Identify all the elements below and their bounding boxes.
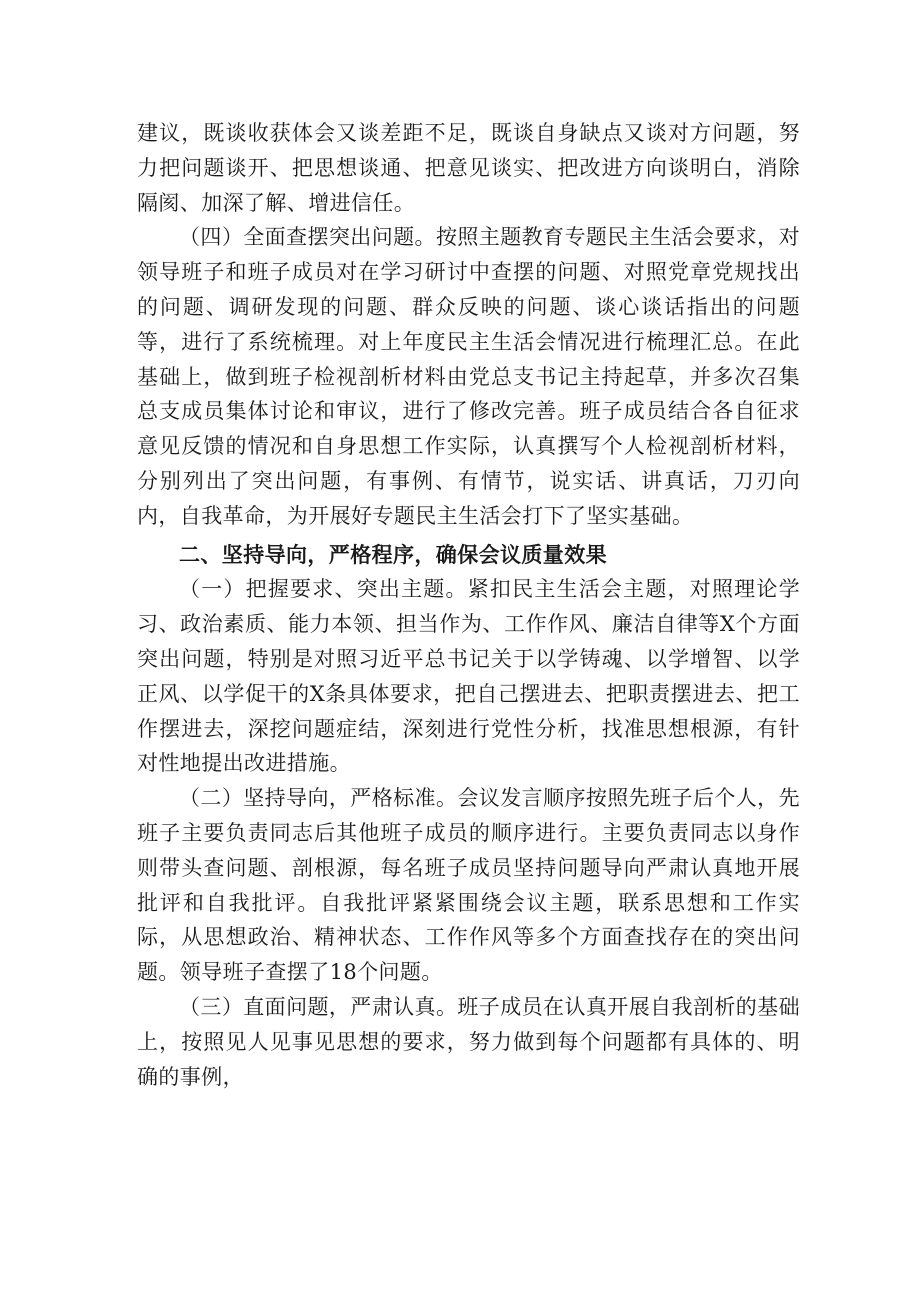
paragraph-item-2: （二）坚持导向，严格标准。会议发言顺序按照先班子后个人，先班子主要负责同志后其他班子成员的顺序进行。主要负责同志以身作则带头查问题、剖根源，每名班子成员坚持问题导向严肃认真地开展批评和自我批评。自我批评紧紧围绕会议主题，联系思想和工作实际，从思想政治、精神状态、工作作风等多个方面查找存在的突出问题。领导班子查摆了18个问题。: [137, 786, 800, 985]
paragraph-section-4: （四）全面查摆突出问题。按照主题教育专题民主生活会要求，对领导班子和班子成员对在学习研讨中查摆的问题、对照党章党规找出的问题、调研发现的问题、群众反映的问题、谈心谈话指出的问题等，进行了系统梳理。对上年度民主生活会情况进行梳理汇总。在此基础上，做到班子检视剖析材料由党总支书记主持起草，并多次召集总支成员集体讨论和审议，进行了修改完善。班子成员结合各自征求意见反馈的情况和自身思想工作实际，认真撰写个人检视剖析材料，分别列出了突出问题，有事例、有情节，说实话、讲真话，刀刃向内，自我革命，为开展好专题民主生活会打下了坚实基础。: [137, 225, 800, 528]
paragraph-continuation: 建议，既谈收获体会又谈差距不足，既谈自身缺点又谈对方问题，努力把问题谈开、把思想谈通、把意见谈实、把改进方向谈明白，消除隔阂、加深了解、增进信任。: [137, 121, 800, 215]
paragraph-item-3: （三）直面问题，严肃认真。班子成员在认真开展自我剖析的基础上，按照见人见事见思想的要求，努力做到每个问题都有具体的、明确的事例，: [137, 994, 800, 1089]
section-heading-2: 二、坚持导向，严格程序，确保会议质量效果: [179, 542, 607, 567]
paragraph-item-1: （一）把握要求、突出主题。紧扣民主生活会主题，对照理论学习、政治素质、能力本领、担当作为、工作作风、廉洁自律等X个方面突出问题，特别是对照习近平总书记关于以学铸魂、以学增智、以学正风、以学促干的X条具体要求，把自己摆进去、把职责摆进去、把工作摆进去，深挖问题症结，深刻进行党性分析，找准思想根源，有针对性地提出改进措施。: [137, 577, 800, 776]
